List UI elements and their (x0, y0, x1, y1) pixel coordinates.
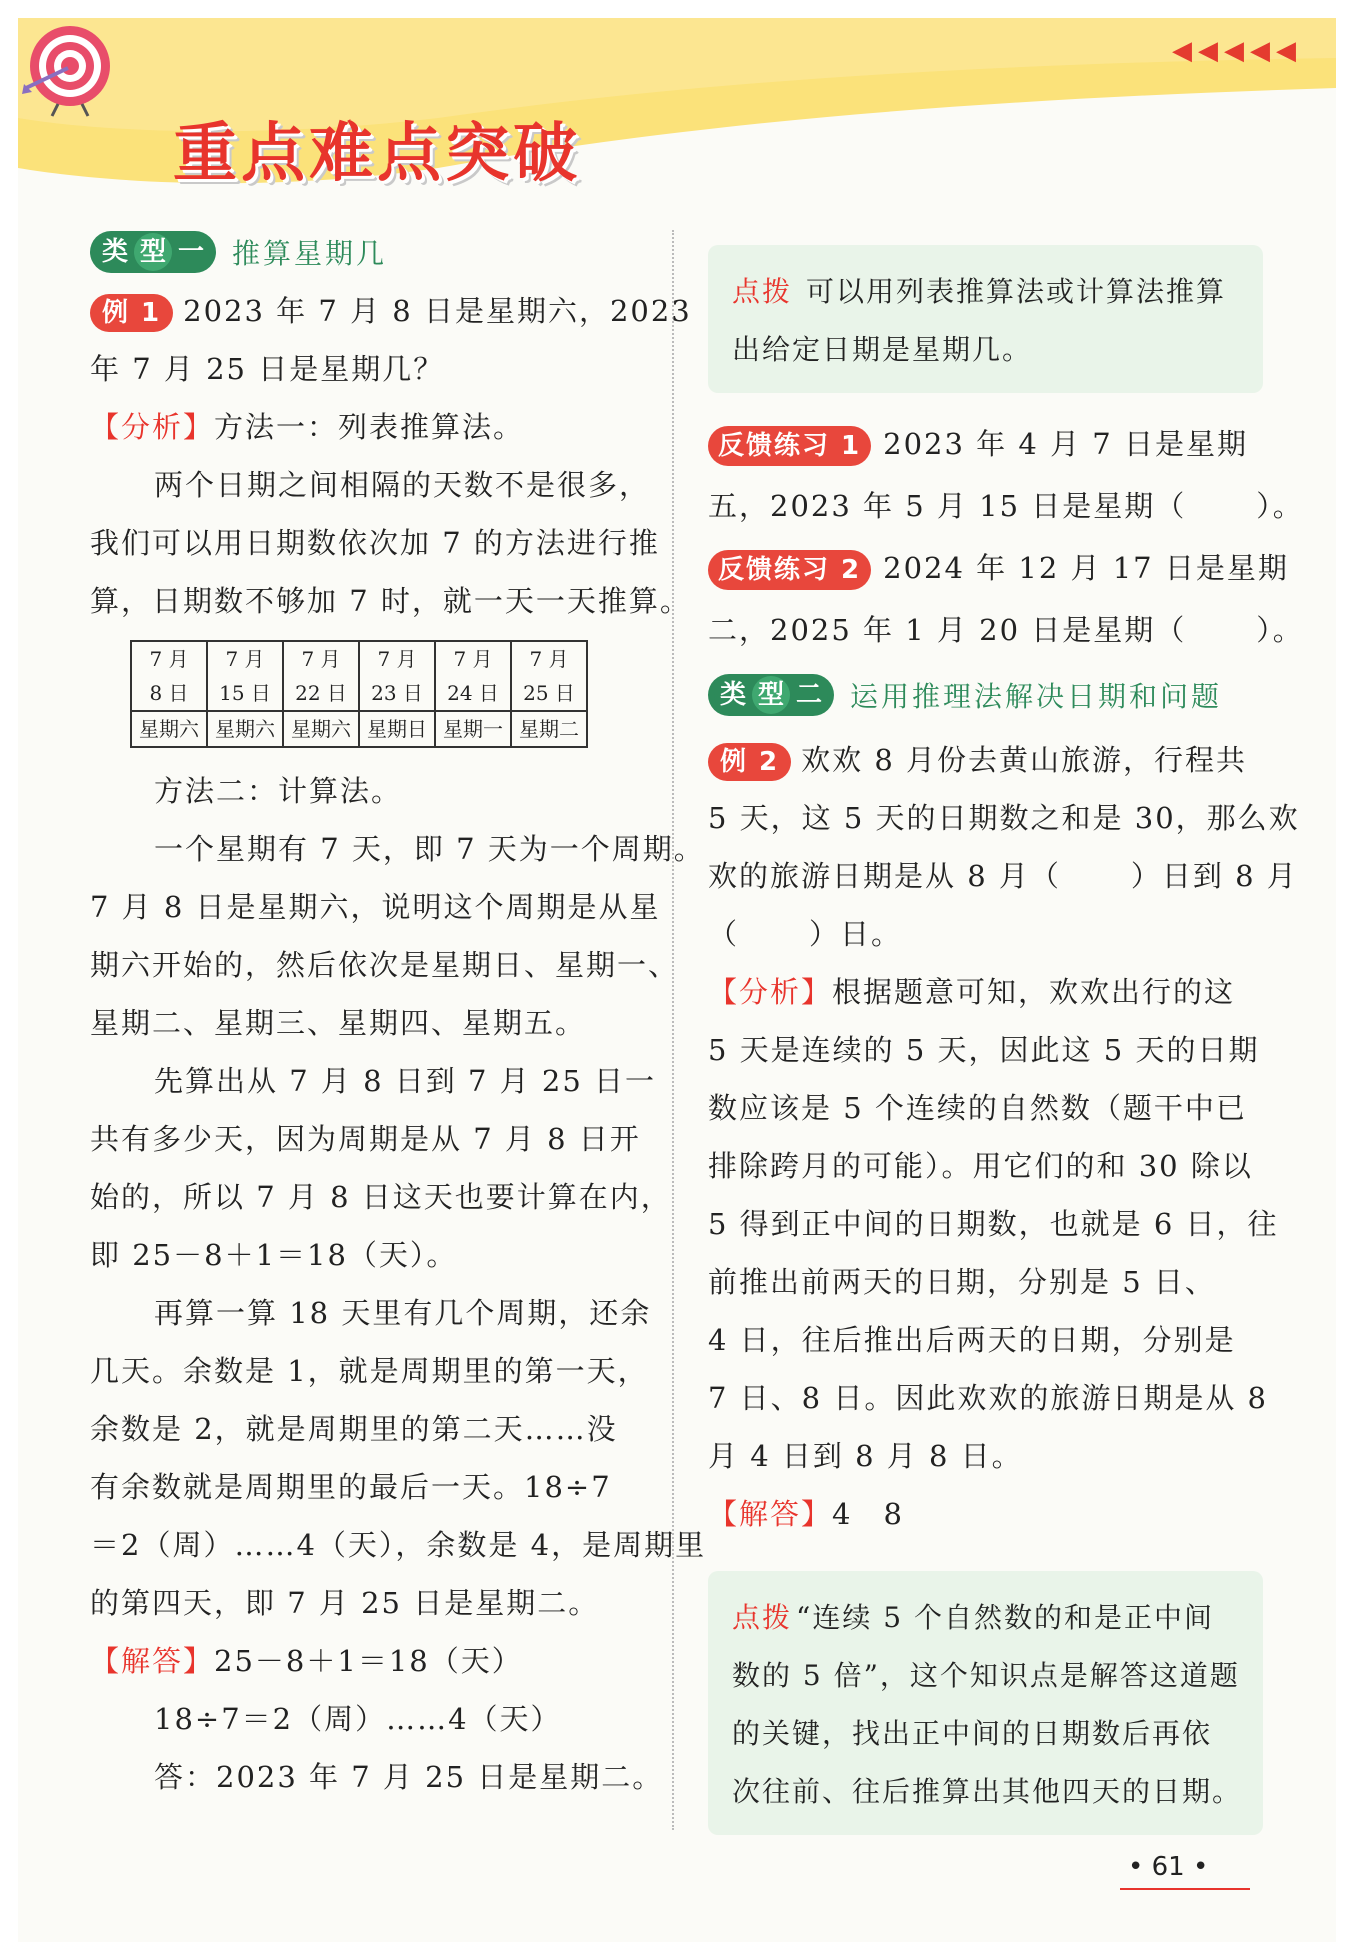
text: 方法一：列表推算法。 (214, 410, 525, 444)
example2-line: 5 天，这 5 天的日期数之和是 30，那么欢 (708, 801, 1300, 835)
chevron-left-icon: ◀ (1172, 36, 1192, 66)
paragraph-line: 再算一算 18 天里有几个周期，还余 (154, 1296, 652, 1330)
paragraph-line: 的第四天，即 7 月 25 日是星期二。 (90, 1586, 600, 1620)
badge-char: 类 (714, 676, 752, 714)
chevron-left-icon: ◀ (1276, 36, 1296, 66)
analysis-line: 4 日，往后推出后两天的日期，分别是 (708, 1323, 1236, 1357)
analysis-line (708, 963, 1263, 1021)
paragraph-line: 即 25－8＋1＝18（天）。 (90, 1238, 458, 1272)
example1-line (90, 282, 692, 340)
text: 25－8＋1＝18（天） (214, 1644, 523, 1678)
paragraph-line: 几天。余数是 1，就是周期里的第一天， (90, 1354, 649, 1388)
tip-line (732, 263, 1239, 321)
table-cell: 23 日 (359, 676, 435, 711)
text: 欢欢 8 月份去黄山旅游，行程共 (801, 743, 1248, 777)
table-row (131, 641, 587, 676)
table-cell: 星期六 (283, 711, 359, 747)
text: ）。 (1256, 489, 1304, 523)
target-icon (18, 18, 118, 118)
paragraph-line: ＝2（周）……4（天），余数是 4，是周期里 (90, 1528, 707, 1562)
type2-heading (708, 665, 1263, 725)
text: 4 8 (832, 1497, 904, 1531)
table-cell: 22 日 (283, 676, 359, 711)
feedback1-line (708, 413, 1263, 475)
analysis-line: 排除跨月的可能）。用它们的和 30 除以 (708, 1149, 1253, 1183)
tip-box-2 (708, 1571, 1263, 1835)
analysis-line (90, 398, 650, 456)
type2-badge (708, 674, 834, 716)
table-cell: 7 月 (283, 641, 359, 676)
table-cell: 7 月 (359, 641, 435, 676)
analysis-tag: 【分析】 (90, 410, 215, 444)
badge-char: 型 (752, 676, 790, 714)
text: 二，2025 年 1 月 20 日是星期（ (708, 613, 1187, 647)
table-cell: 7 月 (435, 641, 511, 676)
tip-line: 的关键，找出正中间的日期数后再依 (732, 1717, 1213, 1750)
badge-char: 一 (172, 233, 210, 271)
text: 欢的旅游日期是从 8 月（ (708, 859, 1061, 893)
analysis-line: 5 天是连续的 5 天，因此这 5 天的日期 (708, 1033, 1260, 1067)
right-column (708, 245, 1304, 1855)
paragraph-line: 我们可以用日期数依次加 7 的方法进行推 (90, 526, 660, 560)
analysis-tag: 【分析】 (708, 975, 833, 1009)
feedback2-line (708, 537, 1289, 599)
table-row (131, 711, 587, 747)
analysis-line: 数应该是 5 个连续的自然数（题干中已 (708, 1091, 1247, 1125)
type1-heading (90, 222, 650, 282)
example1-label: 例 1 (90, 294, 173, 332)
header-arrows (1172, 38, 1296, 64)
example1-line: 年 7 月 25 日是星期几？ (90, 352, 445, 386)
feedback1-line (708, 475, 1304, 537)
feedback1-label: 反馈练习 1 (708, 426, 871, 466)
tip-line (732, 1589, 1239, 1647)
table-row (131, 676, 587, 711)
paragraph-line: 两个日期之间相隔的天数不是很多， (154, 468, 651, 502)
date-table (130, 640, 588, 748)
paragraph-line: 算，日期数不够加 7 时，就一天一天推算。 (90, 584, 691, 618)
text: ）日。 (809, 917, 903, 951)
text: 五，2023 年 5 月 15 日是星期（ (708, 489, 1187, 523)
page-number: • 61 • (1128, 1852, 1209, 1882)
text: ）。 (1256, 613, 1304, 647)
table-cell: 7 月 (511, 641, 587, 676)
example2-line (708, 905, 1263, 963)
type2-title: 运用推理法解决日期和问题 (850, 680, 1223, 713)
paragraph-line: 有余数就是周期里的最后一天。18÷7 (90, 1470, 612, 1504)
text: 根据题意可知，欢欢出行的这 (832, 975, 1236, 1009)
paragraph-line: 7 月 8 日是星期六，说明这个周期是从星 (90, 890, 661, 924)
method2-line: 方法二：计算法。 (154, 774, 403, 808)
text: ）日到 8 月 (1130, 859, 1298, 893)
page-number-underline (1120, 1888, 1250, 1890)
type1-badge (90, 231, 216, 273)
example2-line (708, 847, 1298, 905)
page-number-value: 61 (1151, 1852, 1185, 1882)
tip-tag: 点拨 (732, 275, 793, 308)
table-cell: 星期六 (207, 711, 283, 747)
text: 2023 年 4 月 7 日是星期 (883, 427, 1248, 461)
table-cell: 星期二 (511, 711, 587, 747)
text: （ (708, 917, 740, 951)
table-cell: 24 日 (435, 676, 511, 711)
analysis-line: 7 日、8 日。因此欢欢的旅游日期是从 8 (708, 1381, 1269, 1415)
chevron-left-icon: ◀ (1224, 36, 1244, 66)
table-cell: 星期六 (131, 711, 207, 747)
badge-char: 二 (790, 676, 828, 714)
table-cell: 15 日 (207, 676, 283, 711)
tip-tag: 点拨 (732, 1601, 793, 1634)
feedback2-line (708, 599, 1304, 661)
paragraph-line: 期六开始的，然后依次是星期日、星期一、 (90, 948, 680, 982)
tip-box-1 (708, 245, 1263, 393)
feedback2-label: 反馈练习 2 (708, 550, 871, 590)
answer-tag: 【解答】 (90, 1644, 215, 1678)
analysis-line: 前推出前两天的日期，分别是 5 日、 (708, 1265, 1216, 1299)
table-cell: 8 日 (131, 676, 207, 711)
answer-tag: 【解答】 (708, 1497, 833, 1531)
text: “连续 5 个自然数的和是正中间 (796, 1601, 1214, 1634)
text: 2023 年 7 月 8 日是星期六，2023 (183, 294, 692, 328)
tip-line: 数的 5 倍”，这个知识点是解答这道题 (732, 1659, 1240, 1692)
column-divider (672, 230, 674, 1830)
table-cell: 25 日 (511, 676, 587, 711)
paragraph-line: 星期二、星期三、星期四、星期五。 (90, 1006, 587, 1040)
answer-line (708, 1485, 1263, 1543)
chevron-left-icon: ◀ (1198, 36, 1218, 66)
example2-label: 例 2 (708, 743, 791, 781)
table-cell: 7 月 (207, 641, 283, 676)
example2-line (708, 731, 1263, 789)
tip-line: 出给定日期是星期几。 (732, 333, 1033, 366)
chevron-left-icon: ◀ (1250, 36, 1270, 66)
text: 2024 年 12 月 17 日是星期 (883, 551, 1289, 585)
badge-char: 类 (96, 233, 134, 271)
type1-title: 推算星期几 (232, 237, 388, 270)
table-cell: 星期日 (359, 711, 435, 747)
badge-char: 型 (134, 233, 172, 271)
table-cell: 7 月 (131, 641, 207, 676)
paragraph-line: 先算出从 7 月 8 日到 7 月 25 日一 (154, 1064, 656, 1098)
text: 可以用列表推算法或计算法推算 (806, 275, 1227, 308)
paragraph-line: 余数是 2，就是周期里的第二天……没 (90, 1412, 618, 1446)
analysis-line: 5 得到正中间的日期数，也就是 6 日，往 (708, 1207, 1279, 1241)
paragraph-line: 共有多少天，因为周期是从 7 月 8 日开 (90, 1122, 641, 1156)
section-header (18, 18, 1336, 191)
analysis-line: 月 4 日到 8 月 8 日。 (708, 1439, 1023, 1473)
page-title: 重点难点突破 (173, 117, 581, 191)
answer-line: 18÷7＝2（周）……4（天） (154, 1702, 562, 1736)
table-cell: 星期一 (435, 711, 511, 747)
paragraph-line: 一个星期有 7 天，即 7 天为一个周期。 (154, 832, 705, 866)
answer-line: 答：2023 年 7 月 25 日是星期二。 (154, 1760, 664, 1794)
paragraph-line: 始的，所以 7 月 8 日这天也要计算在内， (90, 1180, 672, 1214)
left-column (90, 222, 707, 1806)
tip-line: 次往前、往后推算出其他四天的日期。 (732, 1775, 1243, 1808)
answer-line (90, 1632, 650, 1690)
